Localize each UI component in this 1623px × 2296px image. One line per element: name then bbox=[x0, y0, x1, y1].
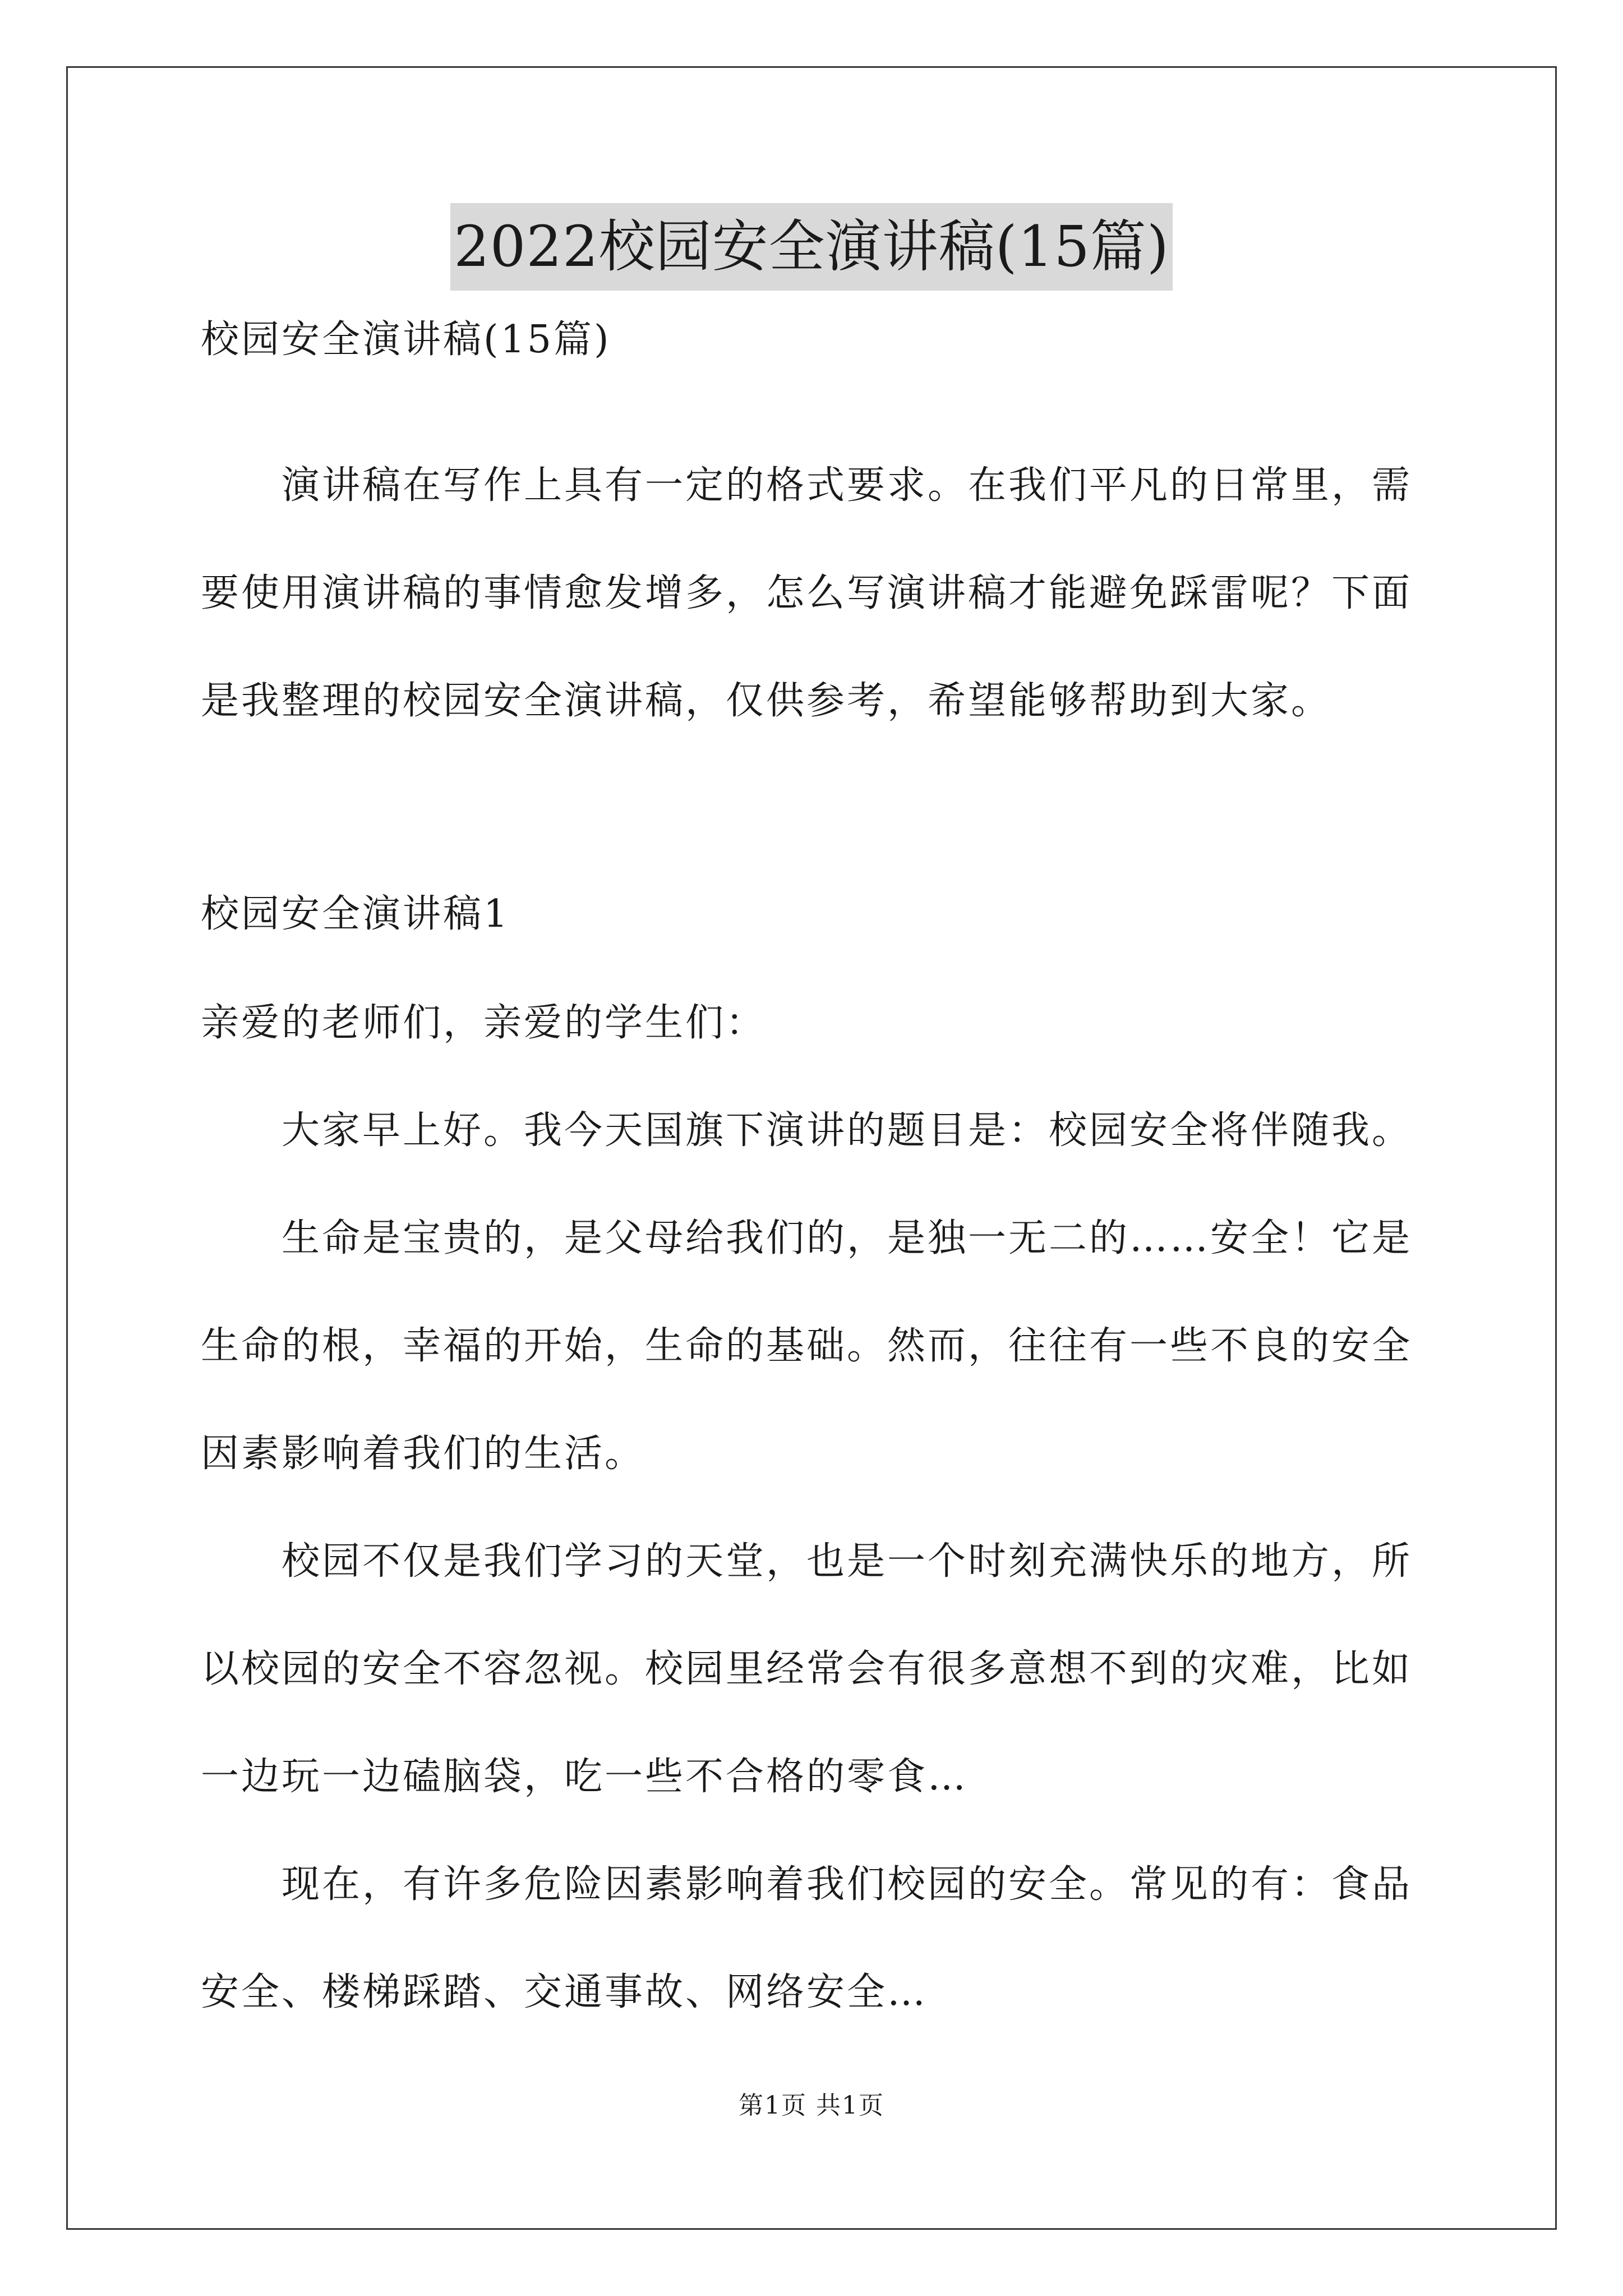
document-title: 2022校园安全演讲稿(15篇) bbox=[450, 203, 1173, 291]
paragraph-line: 生命的根，幸福的开始，生命的基础。然而，往往有一些不良的安全 bbox=[201, 1324, 1413, 1368]
paragraph-line: 演讲稿在写作上具有一定的格式要求。在我们平凡的日常里，需 bbox=[282, 463, 1413, 508]
title-container bbox=[0, 203, 1623, 291]
paragraph-line: 校园不仅是我们学习的天堂，也是一个时刻充满快乐的地方，所 bbox=[282, 1539, 1413, 1584]
paragraph-line: 以校园的安全不容忽视。校园里经常会有很多意想不到的灾难，比如 bbox=[201, 1647, 1413, 1691]
paragraph-line: 是我整理的校园安全演讲稿，仅供参考，希望能够帮助到大家。 bbox=[201, 679, 1332, 723]
paragraph-line: 要使用演讲稿的事情愈发增多，怎么写演讲稿才能避免踩雷呢？下面 bbox=[201, 571, 1413, 615]
paragraph-line: 安全、楼梯踩踏、交通事故、网络安全… bbox=[201, 1970, 928, 2014]
paragraph-line: 生命是宝贵的，是父母给我们的，是独一无二的……安全！它是 bbox=[282, 1216, 1413, 1260]
page-number-footer: 第1页 共1页 bbox=[739, 2091, 884, 2120]
subtitle-line: 校园安全演讲稿(15篇) bbox=[201, 318, 611, 362]
section-heading: 校园安全演讲稿1 bbox=[201, 892, 510, 936]
salutation-line: 亲爱的老师们，亲爱的学生们： bbox=[201, 1001, 767, 1045]
paragraph-line: 一边玩一边磕脑袋，吃一些不合格的零食… bbox=[201, 1755, 969, 1799]
paragraph-line: 因素影响着我们的生活。 bbox=[201, 1432, 645, 1476]
paragraph-line: 现在，有许多危险因素影响着我们校园的安全。常见的有：食品 bbox=[282, 1862, 1413, 1907]
paragraph-line: 大家早上好。我今天国旗下演讲的题目是：校园安全将伴随我。 bbox=[282, 1108, 1413, 1153]
